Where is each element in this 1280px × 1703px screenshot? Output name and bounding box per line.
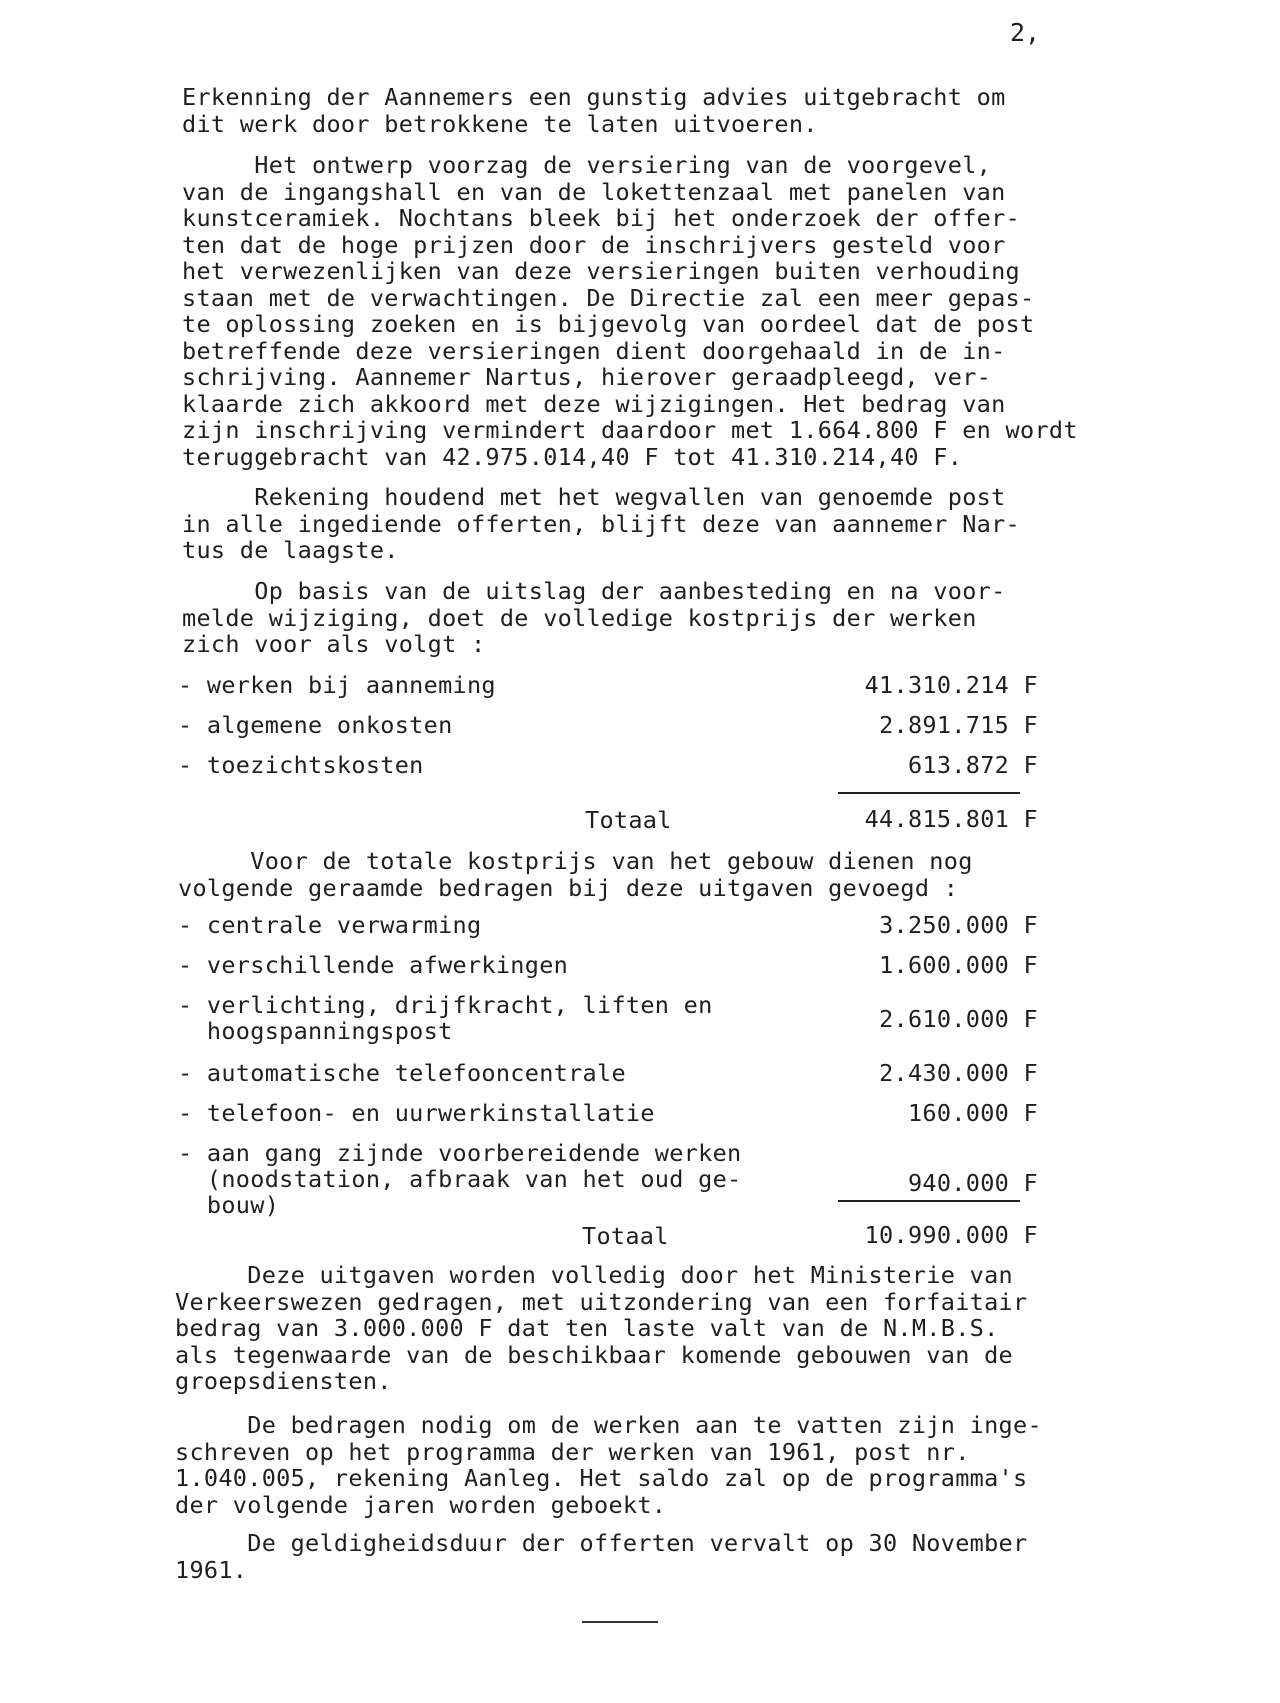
end-rule	[582, 1621, 658, 1623]
paragraph-8: De geldigheidsduur der offerten vervalt op 30 November 1961.	[175, 1529, 1028, 1584]
table1-row	[178, 672, 1038, 702]
table1-row-amount: 613.872 F	[907, 751, 1038, 779]
table2-sum-rule	[838, 1200, 1020, 1202]
paragraph-2: Het ontwerp voorzag de versiering van de voorgevel, van de ingangshall en van de lokettenzaal met panelen van kunstceramiek. Nochtans bleek bij het onderzoek der offer- ten dat de hoge prijzen door de inschrijvers gesteld voor het verwezenlijken van deze versieringen buiten verhouding staan met de verwachtingen. De Directie zal een meer gepas- te oplossing zoeken en is bijgevolg van oordeel dat de post betreffende deze versieringen dient doorgehaald in de in- schrijving. Aannemer Nartus, hierover geraadpleegd, ver- klaarde zich akkoord met deze wijzigingen. Het bedrag van zijn inschrijving vermindert daardoor met 1.664.800 F en wordt teruggebracht van 42.975.014,40 F tot 41.310.214,40 F.	[182, 151, 1078, 471]
page-number: 2,	[1010, 18, 1041, 47]
table2-row-label: - centrale verwarming	[178, 911, 482, 939]
table2-row-amount: 940.000 F	[907, 1169, 1038, 1197]
table2-row-amount: 3.250.000 F	[879, 911, 1038, 939]
table2-row-label: - aan gang zijnde voorbereidende werken (noodstation, afbraak van het oud ge- bouw)	[178, 1139, 742, 1219]
table1-total-amount: 44.815.801 F	[864, 805, 1038, 833]
table2-row-amount: 2.610.000 F	[879, 1005, 1038, 1033]
table2-total-label: Totaal	[582, 1222, 669, 1250]
table1-row-amount: 2.891.715 F	[879, 711, 1038, 739]
table2-row	[178, 992, 1038, 1048]
table2-row	[178, 912, 1038, 942]
table1-row-amount: 41.310.214 F	[864, 671, 1038, 699]
table1-total-row	[178, 806, 1038, 836]
table2-total-amount: 10.990.000 F	[864, 1221, 1038, 1249]
table2-total-row	[178, 1222, 1038, 1252]
table1-row-label: - algemene onkosten	[178, 711, 453, 739]
table2-row-label: - verlichting, drijfkracht, liften en hoogspanningspost	[178, 991, 713, 1045]
paragraph-1: Erkenning der Aannemers een gunstig advies uitgebracht om dit werk door betrokkene te laten uitvoeren.	[182, 83, 1006, 138]
table2-row-amount: 1.600.000 F	[879, 951, 1038, 979]
paragraph-4: Op basis van de uitslag der aanbesteding en na voor- melde wijziging, doet de volledige kostprijs der werken zich voor als volgt :	[182, 577, 1006, 658]
table1-row	[178, 752, 1038, 782]
paragraph-5: Voor de totale kostprijs van het gebouw dienen nog volgende geraamde bedragen bij deze uitgaven gevoegd :	[178, 847, 973, 902]
table2-row-amount: 160.000 F	[907, 1099, 1038, 1127]
table2-row-amount: 2.430.000 F	[879, 1059, 1038, 1087]
table2-row	[178, 1140, 1038, 1222]
table2-row	[178, 1060, 1038, 1090]
paragraph-6: Deze uitgaven worden volledig door het Ministerie van Verkeerswezen gedragen, met uitzondering van een forfaitair bedrag van 3.000.000 F dat ten laste valt van de N.M.B.S. als tegenwaarde van de beschikbaar komende gebouwen van de groepsdiensten.	[175, 1261, 1028, 1395]
table2-row-label: - automatische telefooncentrale	[178, 1059, 626, 1087]
table1-row	[178, 712, 1038, 742]
table1-row-label: - werken bij aanneming	[178, 671, 496, 699]
table1-total-label: Totaal	[585, 806, 672, 834]
table2-row-label: - verschillende afwerkingen	[178, 951, 569, 979]
table1-sum-rule	[838, 792, 1020, 794]
table2-row	[178, 1100, 1038, 1130]
paragraph-7: De bedragen nodig om de werken aan te vatten zijn inge- schreven op het programma der werken van 1961, post nr. 1.040.005, rekening Aanleg. Het saldo zal op de programma's der volgende jaren worden geboekt.	[175, 1411, 1042, 1519]
table1-row-label: - toezichtskosten	[178, 751, 424, 779]
paragraph-3: Rekening houdend met het wegvallen van genoemde post in alle ingediende offerten, blijft deze van aannemer Nar- tus de laagste.	[182, 483, 1020, 564]
table2-row	[178, 952, 1038, 982]
table2-row-label: - telefoon- en uurwerkinstallatie	[178, 1099, 655, 1127]
